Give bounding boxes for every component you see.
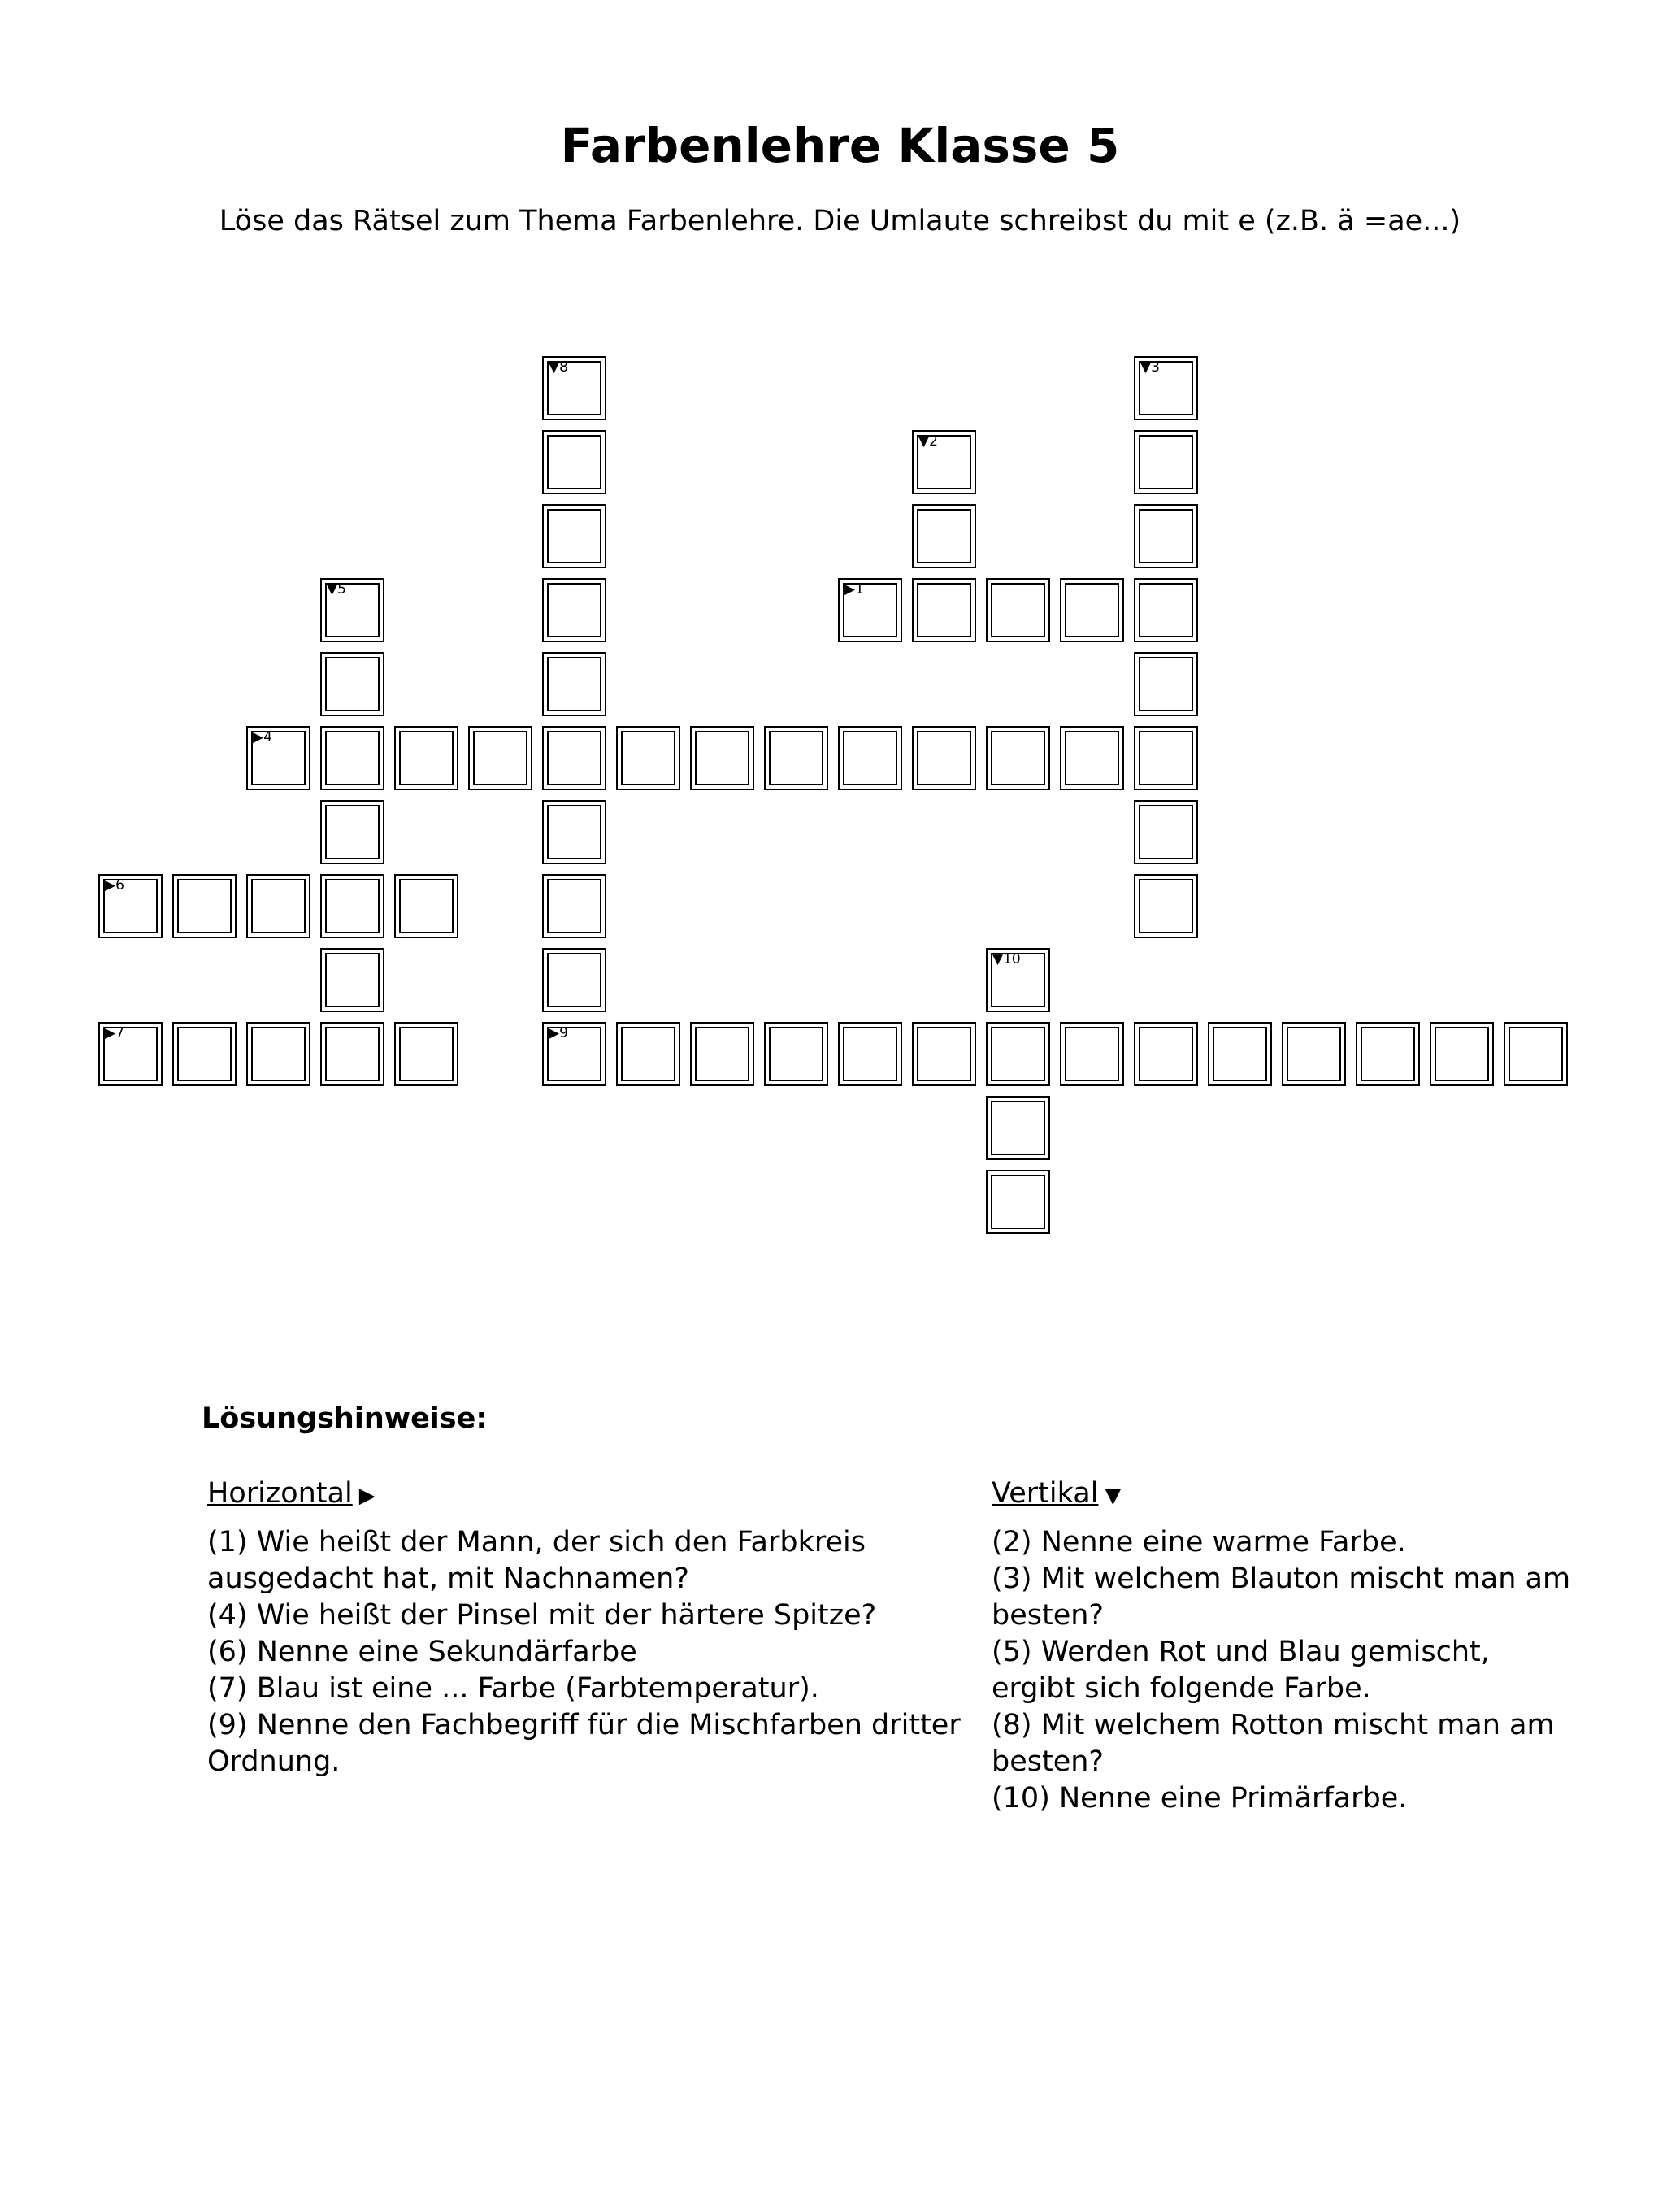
crossword-cell[interactable] [1134, 430, 1198, 494]
crossword-cell[interactable] [838, 578, 902, 642]
crossword-cell[interactable] [394, 1022, 458, 1086]
clue-text: (10) Nenne eine Primärfarbe. [992, 1782, 1408, 1815]
crossword-cell[interactable] [1134, 504, 1198, 568]
hints-heading: Lösungshinweise: [202, 1402, 488, 1435]
crossword-cell[interactable] [320, 874, 384, 938]
clue-text: (1) Wie heißt der Mann, der sich den Farbkreis [207, 1526, 866, 1558]
crossword-cell[interactable] [172, 874, 237, 938]
crossword-cell[interactable] [542, 874, 606, 938]
crossword-cell[interactable] [320, 948, 384, 1012]
vertical-label: Vertikal [992, 1477, 1099, 1510]
crossword-cell[interactable] [1134, 356, 1198, 420]
horizontal-label: Horizontal [207, 1477, 353, 1510]
clue-text: (6) Nenne eine Sekundärfarbe [207, 1636, 637, 1668]
crossword-cell[interactable] [542, 356, 606, 420]
clue-text: (2) Nenne eine warme Farbe. [992, 1526, 1406, 1558]
crossword-cell[interactable] [986, 1170, 1050, 1234]
clue-text: (8) Mit welchem Rotton mischt man am [992, 1709, 1555, 1741]
crossword-cell[interactable] [1208, 1022, 1272, 1086]
crossword-cell[interactable] [542, 948, 606, 1012]
clue-text: Ordnung. [207, 1745, 341, 1778]
crossword-cell[interactable] [1134, 652, 1198, 716]
vertical-heading [992, 1476, 1642, 1515]
crossword-cell[interactable] [542, 800, 606, 864]
page-subtitle: Löse das Rätsel zum Thema Farbenlehre. Die Umlaute schreibst du mit e (z.B. ä =ae...) [219, 205, 1461, 237]
horizontal-clues [207, 1476, 988, 1780]
crossword-cell[interactable] [838, 726, 902, 790]
crossword-cell[interactable] [542, 652, 606, 716]
arrow-right-icon: ▶ [358, 1484, 376, 1508]
clue-number: ▼5 [327, 581, 346, 598]
crossword-cell[interactable] [986, 1096, 1050, 1160]
clue-number: ▼2 [918, 433, 938, 450]
clue-text: (4) Wie heißt der Pinsel mit der härtere Spitze? [207, 1599, 877, 1632]
crossword-cell[interactable] [98, 1022, 163, 1086]
crossword-cell[interactable] [616, 726, 680, 790]
clue-number: ▼10 [992, 951, 1021, 967]
arrow-down-icon: ▼ [1105, 1484, 1122, 1508]
crossword-cell[interactable] [764, 1022, 828, 1086]
crossword-cell[interactable] [986, 1022, 1050, 1086]
crossword-cell[interactable] [98, 874, 163, 938]
crossword-cell[interactable] [246, 726, 310, 790]
page-title: Farbenlehre Klasse 5 [560, 118, 1120, 173]
crossword-cell[interactable] [1060, 726, 1124, 790]
crossword-cell[interactable] [542, 1022, 606, 1086]
crossword-cell[interactable] [542, 726, 606, 790]
crossword-cell[interactable] [1134, 726, 1198, 790]
vertical-clue-list [992, 1524, 1642, 1817]
crossword-cell[interactable] [986, 578, 1050, 642]
clue-text: (5) Werden Rot und Blau gemischt, [992, 1636, 1490, 1668]
horizontal-heading [207, 1476, 988, 1515]
horizontal-clue-list [207, 1524, 988, 1780]
crossword-cell[interactable] [542, 504, 606, 568]
crossword-cell[interactable] [912, 504, 976, 568]
clue-number: ▶7 [105, 1025, 124, 1041]
clue-text: (3) Mit welchem Blauton mischt man am [992, 1563, 1571, 1595]
crossword-cell[interactable] [1430, 1022, 1494, 1086]
crossword-cell[interactable] [912, 578, 976, 642]
crossword-cell[interactable] [912, 430, 976, 494]
clue-number: ▶9 [549, 1025, 568, 1041]
clue-number: ▶6 [105, 877, 124, 893]
crossword-cell[interactable] [912, 726, 976, 790]
crossword-cell[interactable] [1060, 1022, 1124, 1086]
crossword-cell[interactable] [986, 948, 1050, 1012]
crossword-cell[interactable] [1504, 1022, 1568, 1086]
crossword-cell[interactable] [320, 1022, 384, 1086]
crossword-cell[interactable] [542, 578, 606, 642]
crossword-cell[interactable] [1134, 578, 1198, 642]
crossword-cell[interactable] [1134, 800, 1198, 864]
crossword-cell[interactable] [320, 800, 384, 864]
crossword-cell[interactable] [542, 430, 606, 494]
crossword-cell[interactable] [1356, 1022, 1420, 1086]
clue-text: ausgedacht hat, mit Nachnamen? [207, 1563, 689, 1595]
crossword-cell[interactable] [394, 874, 458, 938]
clue-number: ▼3 [1140, 359, 1160, 376]
clue-text: (7) Blau ist eine ... Farbe (Farbtemperatur). [207, 1672, 819, 1705]
crossword-cell[interactable] [1282, 1022, 1346, 1086]
crossword-cell[interactable] [764, 726, 828, 790]
clue-text: (9) Nenne den Fachbegriff für die Mischfarben dritter [207, 1709, 961, 1741]
clue-text: besten? [992, 1745, 1105, 1778]
crossword-cell[interactable] [246, 1022, 310, 1086]
crossword-cell[interactable] [838, 1022, 902, 1086]
crossword-cell[interactable] [172, 1022, 237, 1086]
crossword-cell[interactable] [320, 578, 384, 642]
crossword-cell[interactable] [1060, 578, 1124, 642]
vertical-clues [992, 1476, 1642, 1817]
clue-number: ▼8 [549, 359, 568, 376]
crossword-cell[interactable] [320, 652, 384, 716]
clue-text: ergibt sich folgende Farbe. [992, 1672, 1371, 1705]
crossword-cell[interactable] [394, 726, 458, 790]
clue-number: ▶1 [844, 581, 864, 598]
clue-number: ▶4 [253, 729, 272, 745]
crossword-cell[interactable] [1134, 1022, 1198, 1086]
crossword-cell[interactable] [616, 1022, 680, 1086]
crossword-cell[interactable] [1134, 874, 1198, 938]
crossword-cell[interactable] [986, 726, 1050, 790]
crossword-cell[interactable] [690, 726, 754, 790]
crossword-cell[interactable] [468, 726, 532, 790]
clue-text: besten? [992, 1599, 1105, 1632]
crossword-cell[interactable] [246, 874, 310, 938]
crossword-cell[interactable] [690, 1022, 754, 1086]
crossword-cell[interactable] [320, 726, 384, 790]
crossword-cell[interactable] [912, 1022, 976, 1086]
